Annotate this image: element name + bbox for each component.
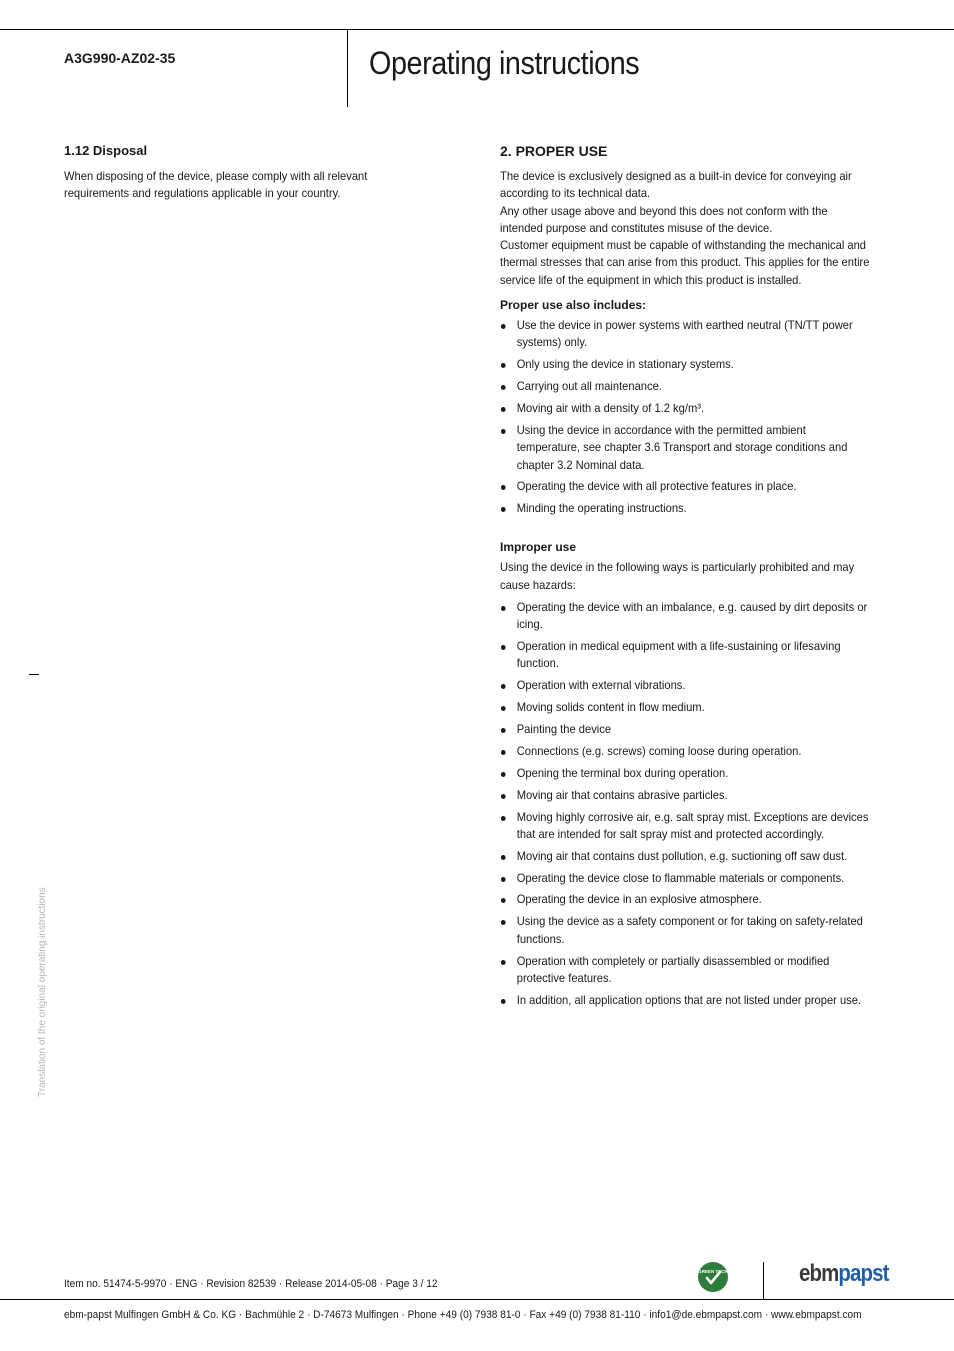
bullet-icon: [501, 855, 506, 860]
list-item: Operating the device in an explosive atmosphere.: [500, 891, 872, 908]
improper-use-list: [500, 599, 872, 1009]
bullet-icon: [501, 728, 506, 733]
bullet-icon: [501, 772, 506, 777]
proper-use-section: [500, 143, 900, 1014]
logo-divider: [763, 1262, 764, 1299]
disposal-section: [64, 143, 424, 203]
translation-note: Translation of the original operating instructions: [37, 887, 48, 1097]
list-item: Use the device in power systems with earthed neutral (TN/TT power systems) only.: [500, 317, 872, 352]
bullet-icon: [501, 877, 506, 882]
bullet-icon: [501, 363, 506, 368]
bullet-icon: [501, 645, 506, 650]
list-item: Operation with completely or partially disassembled or modified protective features.: [500, 953, 872, 988]
proper-use-heading: 2. PROPER USE: [500, 143, 608, 159]
paragraph: The device is exclusively designed as a built-in device for conveying air according to its technical data.: [500, 169, 852, 201]
bullet-icon: [501, 684, 506, 689]
list-item: Using the device as a safety component or for taking on safety-related functions.: [500, 913, 872, 948]
list-item: Moving air with a density of 1.2 kg/m³.: [500, 400, 872, 417]
model-number: A3G990-AZ02-35: [64, 50, 176, 66]
list-item: Connections (e.g. screws) coming loose during operation.: [500, 743, 872, 760]
bullet-icon: [501, 750, 506, 755]
disposal-heading: 1.12 Disposal: [64, 143, 148, 158]
improper-use-heading: Improper use: [500, 540, 577, 555]
footer-rule: [0, 1299, 954, 1300]
bullet-icon: [501, 324, 506, 329]
page-title: Operating instructions: [369, 45, 640, 81]
fold-mark: [29, 674, 39, 675]
list-item: Painting the device: [500, 721, 872, 738]
bullet-icon: [501, 606, 506, 611]
green-tech-logo: [698, 1262, 728, 1292]
bullet-icon: [501, 794, 506, 799]
list-item: Moving air that contains abrasive particles.: [500, 787, 872, 804]
list-item: Operating the device with an imbalance, e.g. caused by dirt deposits or icing.: [500, 599, 872, 634]
list-item: Opening the terminal box during operation.: [500, 765, 872, 782]
list-item: In addition, all application options that are not listed under proper use.: [500, 992, 872, 1009]
list-item: Moving highly corrosive air, e.g. salt spray mist. Exceptions are devices that are intended for salt spray mist and protected accordingly.: [500, 809, 872, 844]
list-item: Operation in medical equipment with a life-sustaining or lifesaving function.: [500, 638, 872, 673]
list-item: Only using the device in stationary systems.: [500, 356, 872, 373]
brand-logo: ebmpapst: [799, 1260, 889, 1287]
bullet-icon: [501, 485, 506, 490]
bullet-icon: [501, 960, 506, 965]
bullet-icon: [501, 920, 506, 925]
green-tech-label: GREEN TECH: [698, 1269, 728, 1274]
bullet-icon: [501, 816, 506, 821]
paragraph: Customer equipment must be capable of withstanding the mechanical and thermal stresses that can arise from this product. This applies for the entire service life of the equipment in which this product is installed.: [500, 238, 870, 287]
proper-use-intro: [500, 168, 872, 289]
top-rule: [0, 29, 954, 30]
list-item: Operation with external vibrations.: [500, 677, 872, 694]
bullet-icon: [501, 429, 506, 434]
improper-use-intro: Using the device in the following ways is particularly prohibited and may cause hazards:: [500, 560, 855, 592]
list-item: Moving solids content in flow medium.: [500, 699, 872, 716]
bullet-icon: [501, 999, 506, 1004]
list-item: Operating the device close to flammable materials or components.: [500, 870, 872, 887]
header-divider: [347, 29, 348, 107]
proper-use-list: [500, 317, 872, 518]
list-item: Moving air that contains dust pollution, e.g. suctioning off saw dust.: [500, 848, 872, 865]
bullet-icon: [501, 407, 506, 412]
list-item: Operating the device with all protective features in place.: [500, 478, 872, 495]
paragraph: Any other usage above and beyond this does not conform with the intended purpose and constitutes misuse of the device.: [500, 203, 828, 235]
bullet-icon: [501, 898, 506, 903]
list-item: Minding the operating instructions.: [500, 500, 872, 517]
bullet-icon: [501, 385, 506, 390]
bullet-icon: [501, 507, 506, 512]
company-info: ebm-papst Mulfingen GmbH & Co. KG · Bachmühle 2 · D-74673 Mulfingen · Phone +49 (0) 7938 81-0 · Fax +49 (0) 7938 81-110 · info1@de.ebmpapst.com · www.ebmpapst.com: [64, 1309, 862, 1321]
list-item: Carrying out all maintenance.: [500, 378, 872, 395]
item-info: Item no. 51474-5-9970 · ENG · Revision 82539 · Release 2014-05-08 · Page 3 / 12: [64, 1278, 438, 1290]
proper-use-includes-heading: Proper use also includes:: [500, 298, 647, 313]
disposal-text: When disposing of the device, please comply with all relevant requirements and regulations applicable in your country.: [64, 169, 368, 201]
bullet-icon: [501, 706, 506, 711]
list-item: Using the device in accordance with the permitted ambient temperature, see chapter 3.6 Transport and storage conditions and chapter 3.2 Nominal data.: [500, 422, 872, 474]
